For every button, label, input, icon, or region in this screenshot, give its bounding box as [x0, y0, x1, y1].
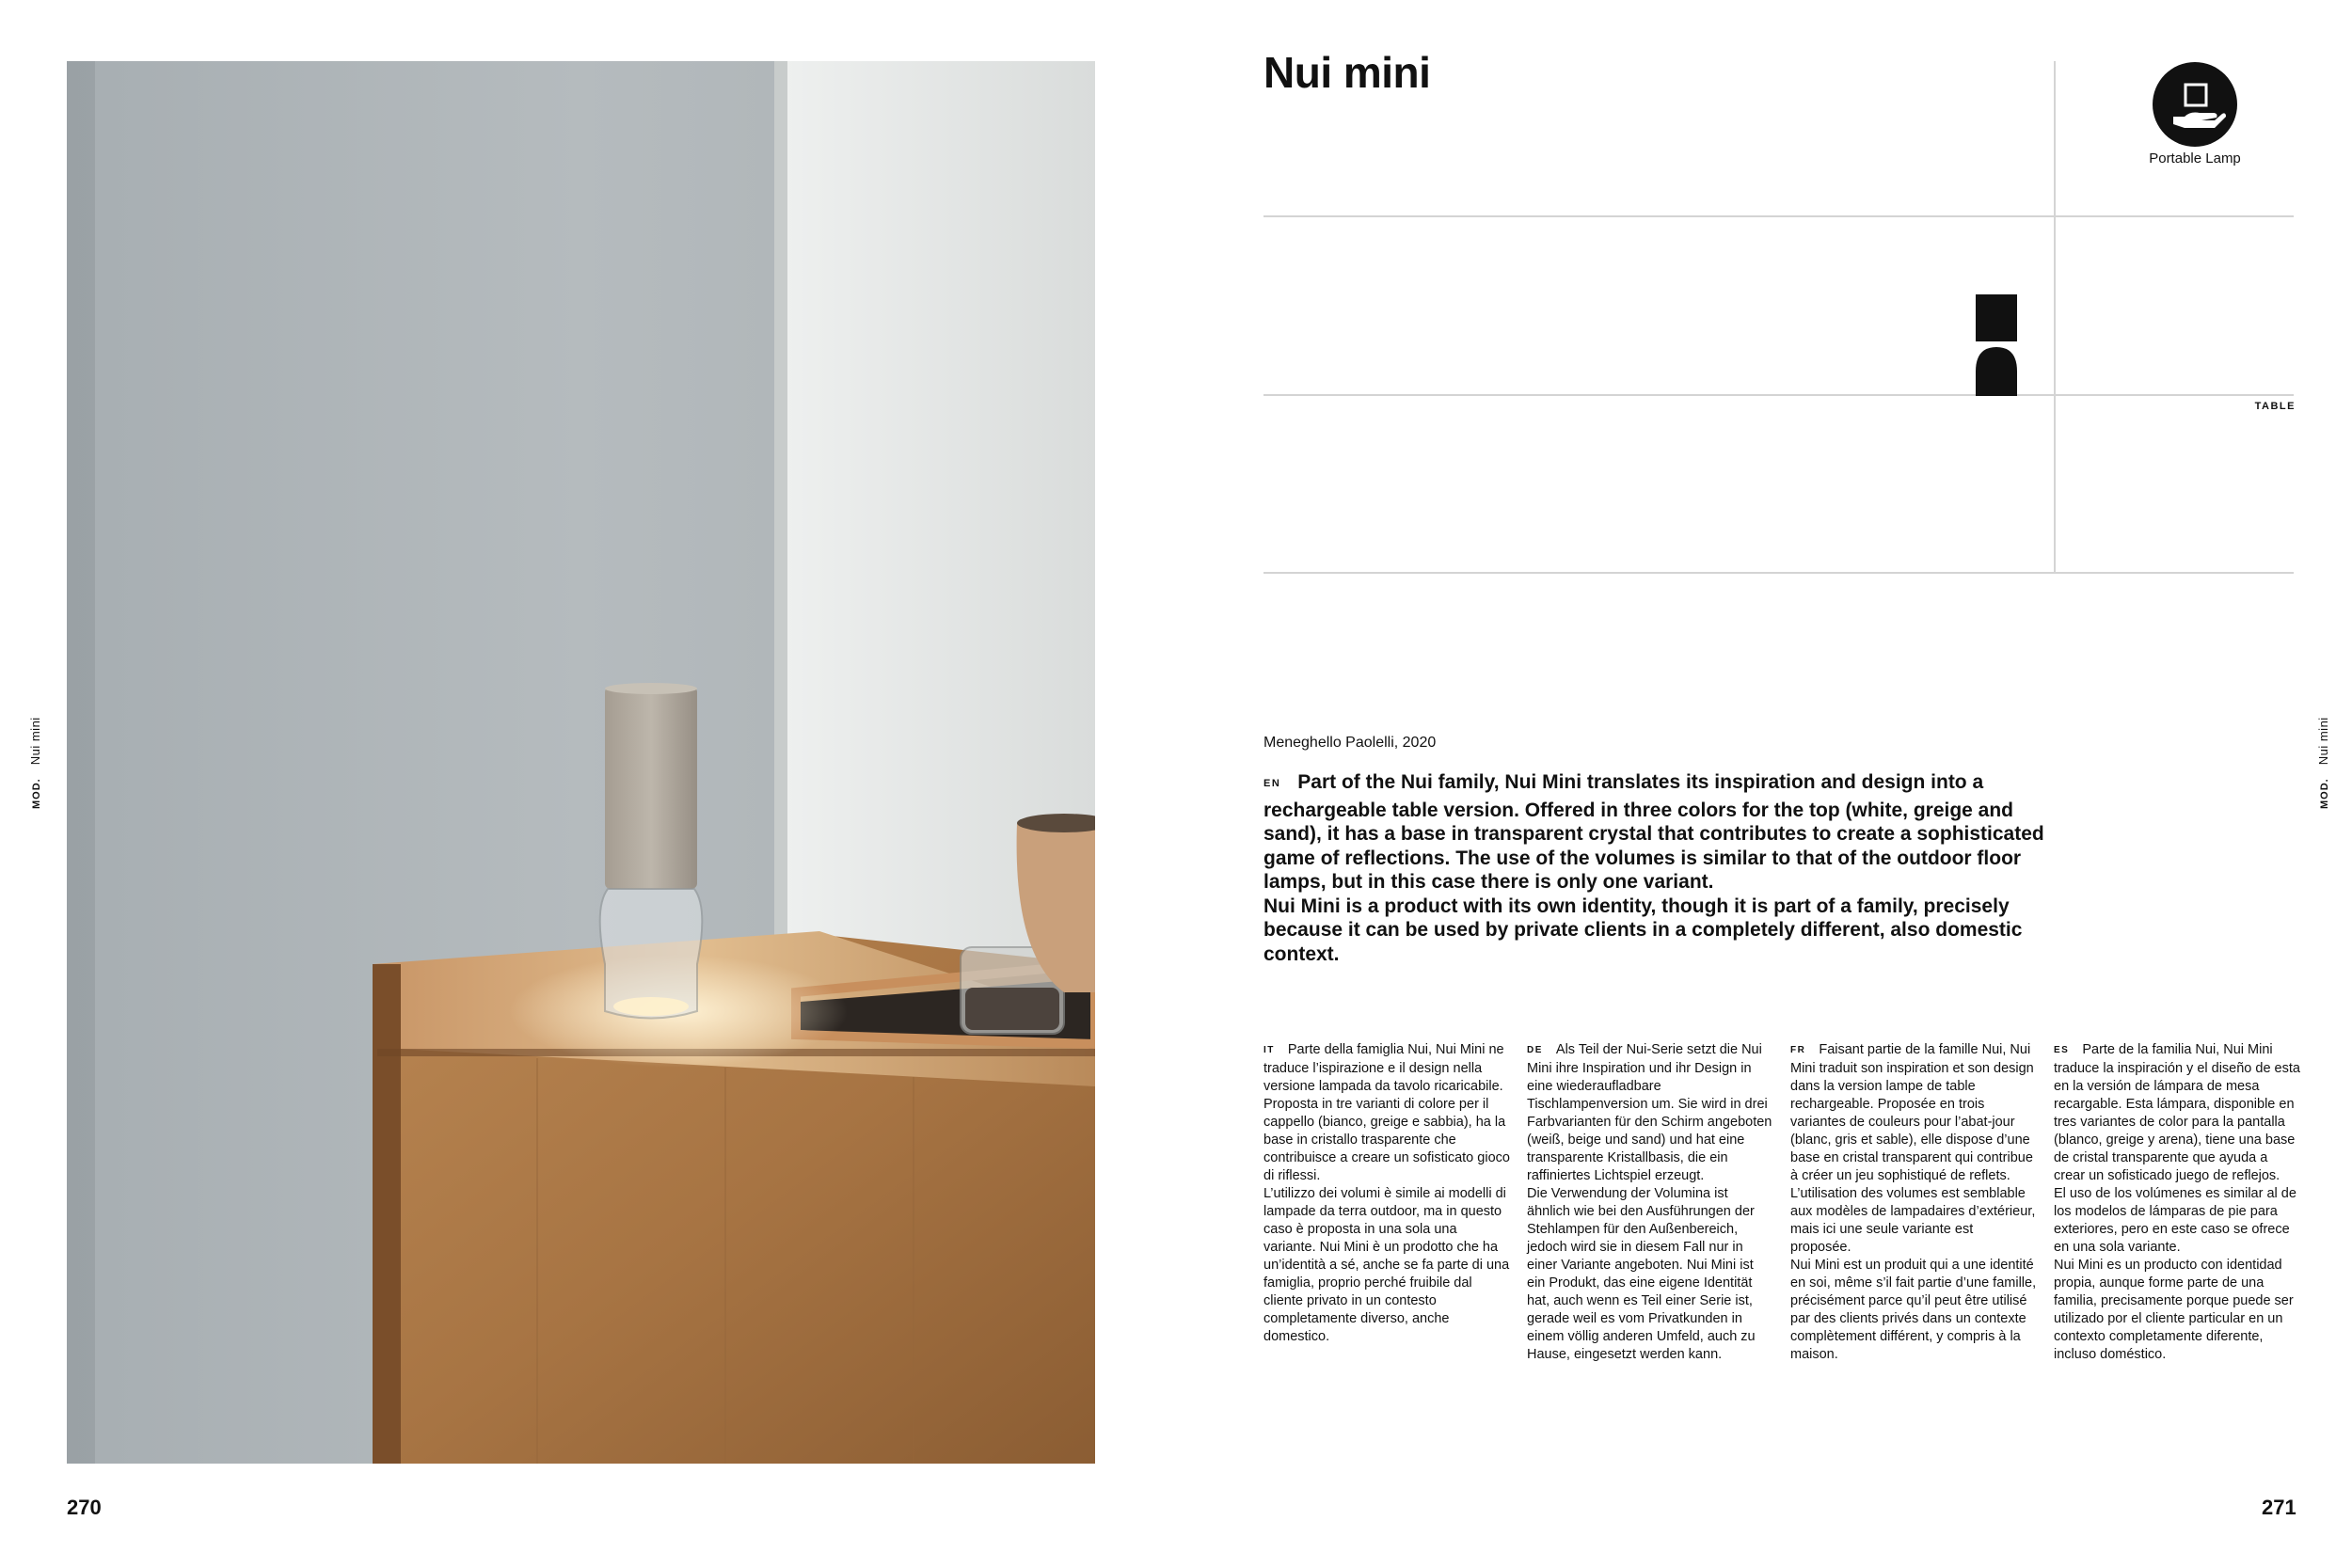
lang-code-es: ES [2054, 1045, 2070, 1055]
side-label-left [28, 717, 42, 809]
lang-code-it: IT [1263, 1045, 1275, 1055]
side-label-right [2316, 717, 2330, 809]
grid-divider-middle [1263, 394, 2294, 396]
badge-label: Portable Lamp [2149, 150, 2241, 166]
page-number-right: 271 [2262, 1496, 2296, 1519]
spanish-column [2054, 1041, 2300, 1364]
side-label-mod: MOD. [31, 778, 42, 809]
side-label-mod: MOD. [2319, 778, 2330, 809]
lamp-silhouette-icon [1976, 294, 2017, 396]
german-text: Als Teil der Nui-Serie setzt die Nui Mini ihre Inspiration und ihr Design in eine wiederaufladbare Tischlampenversion um. Sie wird in drei Farbvarianten für den Schirm angeboten (weiß, beige und sand) und hat eine transparente Kristallbasis, die ein raffiniertes Lichtspiel erzeugt. Die Verwendung der Volumina ist ähnlich wie bei den Ausführungen der Stehlampen für den Außenbereich, jedoch wird sie in diesem Fall nur in einer Variante angeboten. Nui Mini ist ein Produkt, das eine eigene Identität hat, auch wenn es Teil einer Serie ist, gerade weil es vom Privatkunden in einem völlig anderen Umfeld, auch zu Hause, eingesetzt werden kann. [1527, 1042, 1772, 1362]
grid-divider-top [1263, 215, 2294, 217]
lang-code-de: DE [1527, 1045, 1543, 1055]
english-text: Part of the Nui family, Nui Mini translates its inspiration and design into a rechargeable table version. Offered in three colors for the top (white, greige and sand), it has a base in transparent crystal that contributes to create a sophisticated game of reflections. The use of the volumes is similar to that of the outdoor floor lamps, but in this case there is only one variant. Nui Mini is a product with its own identity, though it is part of a family, precisely because it can be used by private clients in a completely different, also domestic context. [1263, 771, 2044, 965]
italian-text: Parte della famiglia Nui, Nui Mini ne traduce l’ispirazione e il design nella versione lampada da tavolo ricaricabile. Proposta in tre varianti di colore per il cappello (bianco, greige e sabbia), ha la base in cristallo trasparente che contribuisce a creare un sofisticato gioco di riflessi. L’utilizzo dei volumi è simile ai modelli di lampade da terra outdoor, ma in questo caso è proposta in una sola una variante. Nui Mini è un prodotto che ha un’identità a sé, anche se fa parte di una famiglia, proprio perché fruibile dal cliente privato in un contesto completamente diverso, anche domestico. [1263, 1042, 1510, 1344]
grid-divider-vertical [2054, 61, 2056, 574]
page-number-left: 270 [67, 1496, 102, 1519]
page-title: Nui mini [1263, 48, 1431, 97]
german-column [1527, 1041, 1773, 1364]
english-description [1263, 770, 2044, 966]
side-label-name: Nui mini [28, 717, 42, 766]
french-text: Faisant partie de la famille Nui, Nui Mini traduit son inspiration et son design dans la version lampe de table rechargeable. Proposée en trois variantes de couleurs pour l’abat-jour (blanc, gris et sable), elle dispose d’une base en cristal transparent qui contribue à créer un jeu sophistiqué de reflets. L’utilisation des volumes est semblable aux modèles de lampadaires d’extérieur, mais ici une seule variante est proposée. Nui Mini est un produit qui a une identité en soi, même s’il fait partie d’une famille, précisément parce qu’il peut être utilisé par des clients privés dans un contexte complètement différent, y compris à la maison. [1790, 1042, 2037, 1362]
lang-code-fr: FR [1790, 1045, 1806, 1055]
category-label: TABLE [2254, 401, 2296, 412]
french-column [1790, 1041, 2037, 1364]
designer-credit: Meneghello Paolelli, 2020 [1263, 735, 1437, 751]
side-label-name: Nui mini [2316, 717, 2330, 766]
lang-code-en: EN [1263, 778, 1281, 789]
italian-column [1263, 1041, 1510, 1346]
product-photo [67, 61, 1095, 1464]
portable-lamp-icon [2153, 62, 2237, 147]
spanish-text: Parte de la familia Nui, Nui Mini traduce la inspiración y el diseño de esta en la versión de lámpara de mesa recargable. Esta lámpara, disponible en tres variantes de color para la pantalla (blanco, greige y arena), tiene una base de cristal transparente que ayuda a crear un sofisticado juego de reflejos. El uso de los volúmenes es similar al de los modelos de lámparas de pie para exteriores, pero en este caso se ofrece en una sola variante. Nui Mini es un producto con identidad propia, aunque forme parte de una familia, precisamente porque puede ser utilizado por el cliente particular en un contexto completamente diferente, incluso doméstico. [2054, 1042, 2300, 1362]
grid-divider-bottom [1263, 572, 2294, 574]
portable-lamp-badge [2153, 62, 2237, 147]
